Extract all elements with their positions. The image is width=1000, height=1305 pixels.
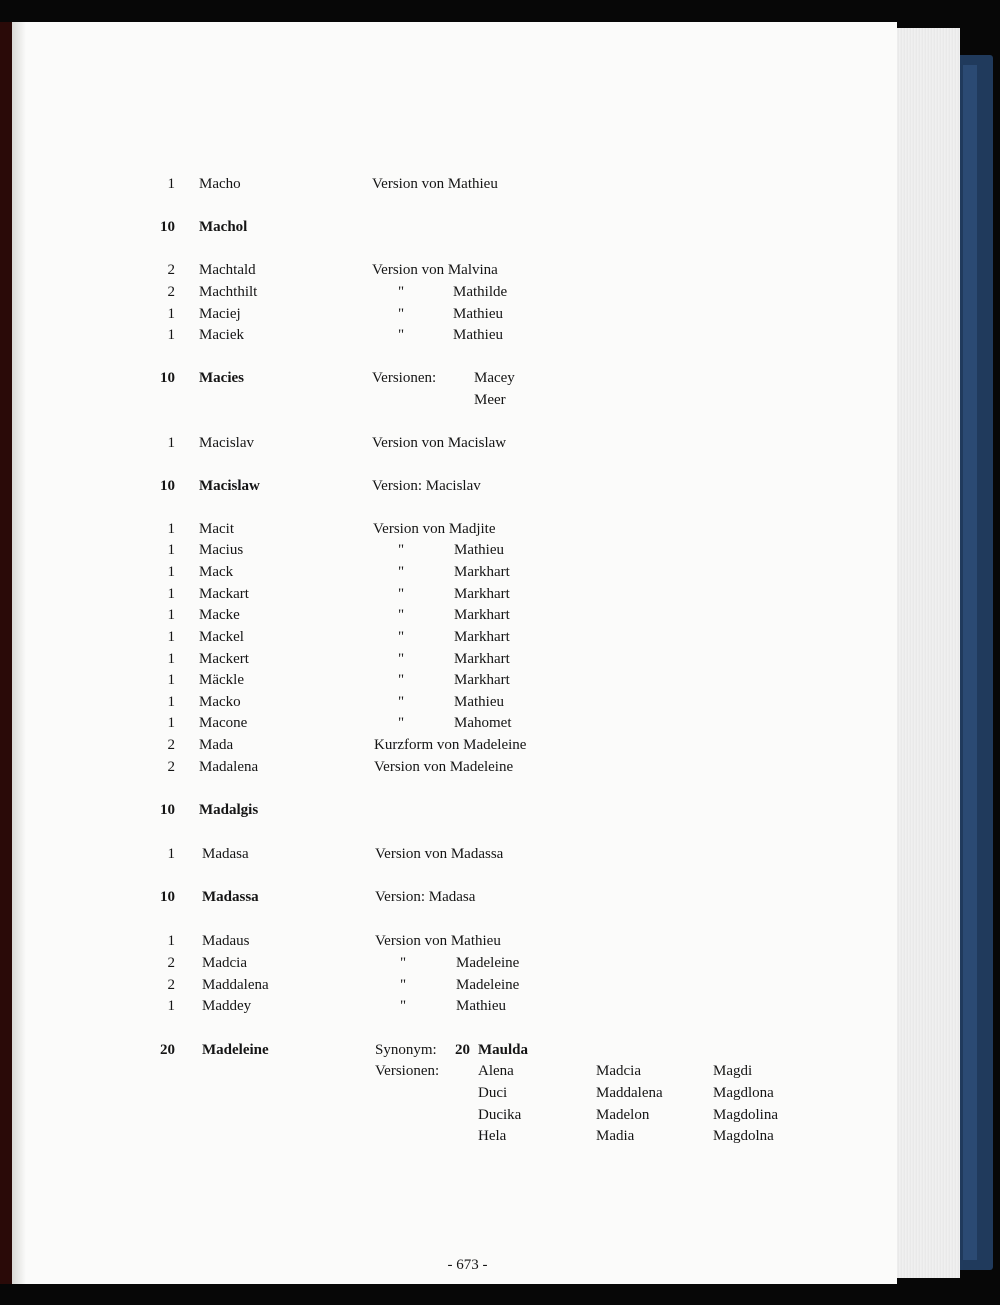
entry-description: " <box>398 607 405 623</box>
entry-count: 10 <box>160 802 175 818</box>
entry-name: Mackert <box>199 651 249 667</box>
entry-description: Version von Macislaw <box>372 435 507 451</box>
entry-name: Maciej <box>199 306 241 322</box>
entry-name: Madalena <box>199 759 259 775</box>
entry-description: Version: Madasa <box>375 889 476 905</box>
entry-count: 10 <box>160 889 175 905</box>
entry-description: Duci <box>478 1085 508 1101</box>
entry-count: 1 <box>167 542 175 558</box>
entry-name: Macke <box>199 607 240 623</box>
entry-name: Madcia <box>202 955 247 971</box>
entry-description: " <box>398 542 405 558</box>
entry-description: Meer <box>474 392 506 408</box>
entry-count: 20 <box>160 1042 175 1058</box>
entry-description: Madelon <box>596 1107 650 1123</box>
entry-description: Version von Madeleine <box>374 759 514 775</box>
entry-count: 1 <box>167 715 175 731</box>
entry-name: Madeleine <box>202 1042 269 1058</box>
entry-description: Magdlona <box>713 1085 774 1101</box>
entry-description: Versionen: <box>372 370 437 386</box>
entry-count: 2 <box>167 262 175 278</box>
entry-description: Mathieu <box>456 998 506 1014</box>
entry-name: Macone <box>199 715 248 731</box>
entry-description: " <box>400 977 407 993</box>
entry-name: Macislav <box>199 435 254 451</box>
entry-description: Hela <box>478 1128 507 1144</box>
entry-description: Markhart <box>454 586 510 602</box>
entry-count: 1 <box>167 629 175 645</box>
entry-description: Magdolna <box>713 1128 774 1144</box>
entry-description: " <box>398 715 405 731</box>
entry-description: Madia <box>596 1128 635 1144</box>
entry-name: Maddalena <box>202 977 269 993</box>
entry-count: 1 <box>167 176 175 192</box>
entry-count: 10 <box>160 219 175 235</box>
entry-count: 1 <box>167 306 175 322</box>
entry-description: Maulda <box>478 1042 529 1058</box>
entry-description: Kurzform von Madeleine <box>374 737 527 753</box>
entry-description: Mathieu <box>454 694 504 710</box>
entry-name: Machol <box>199 219 248 235</box>
entry-name: Madalgis <box>199 802 259 818</box>
entry-description: Markhart <box>454 672 510 688</box>
entry-name: Madasa <box>202 846 249 862</box>
page-gutter-shadow <box>12 22 26 1284</box>
entry-description: Version: Macislav <box>372 478 481 494</box>
entry-name: Mackel <box>199 629 244 645</box>
entry-count: 2 <box>167 955 175 971</box>
entry-name: Mack <box>199 564 234 580</box>
entry-name: Macho <box>199 176 241 192</box>
entry-count: 10 <box>160 370 175 386</box>
entry-count: 2 <box>167 759 175 775</box>
entry-name: Macius <box>199 542 244 558</box>
entry-description: Maddalena <box>596 1085 663 1101</box>
entry-count: 1 <box>167 521 175 537</box>
entry-name: Madaus <box>202 933 250 949</box>
entry-description: " <box>398 629 405 645</box>
entry-description: Macey <box>474 370 515 386</box>
entry-description: Madcia <box>596 1063 641 1079</box>
entry-name: Maddey <box>202 998 252 1014</box>
entry-description: Madeleine <box>456 955 520 971</box>
entry-count: 1 <box>167 933 175 949</box>
entry-count: 1 <box>167 694 175 710</box>
binding-edge <box>0 22 12 1284</box>
page-number: - 673 - <box>447 1257 488 1273</box>
entry-description: Markhart <box>454 629 510 645</box>
entry-description: Ducika <box>478 1107 522 1123</box>
entry-description: Version von Malvina <box>372 262 498 278</box>
entry-count: 1 <box>167 564 175 580</box>
entry-description: Mathieu <box>453 306 503 322</box>
entry-name: Macko <box>199 694 241 710</box>
entry-description: Mathilde <box>453 284 508 300</box>
entry-description: " <box>398 651 405 667</box>
entry-count: 1 <box>167 586 175 602</box>
entry-count: 2 <box>167 977 175 993</box>
entry-description: Version von Mathieu <box>372 176 498 192</box>
entry-description: " <box>398 327 405 343</box>
entry-description: " <box>398 284 405 300</box>
entry-description: " <box>398 694 405 710</box>
entry-description: Synonym: <box>375 1042 437 1058</box>
entry-count: 10 <box>160 478 175 494</box>
entry-name: Mäckle <box>199 672 244 688</box>
entry-description: Markhart <box>454 607 510 623</box>
entry-name: Maciek <box>199 327 244 343</box>
entry-name: Machthilt <box>199 284 258 300</box>
entry-name: Madassa <box>202 889 259 905</box>
entry-description: Magdolina <box>713 1107 778 1123</box>
entry-description: Version von Madassa <box>375 846 504 862</box>
entry-name: Macislaw <box>199 478 260 494</box>
book-cover-spine <box>963 65 977 1260</box>
entry-count: 1 <box>167 998 175 1014</box>
entry-description: Magdi <box>713 1063 753 1079</box>
entry-description: " <box>400 998 407 1014</box>
entry-description: Version von Mathieu <box>375 933 501 949</box>
entry-description: Markhart <box>454 651 510 667</box>
entry-name: Mackart <box>199 586 249 602</box>
entry-description: Version von Madjite <box>373 521 496 537</box>
entry-description: 20 <box>455 1042 470 1058</box>
entry-description: " <box>398 306 405 322</box>
entry-description: Markhart <box>454 564 510 580</box>
entry-count: 2 <box>167 737 175 753</box>
entry-description: Mahomet <box>454 715 512 731</box>
entry-name: Mada <box>199 737 234 753</box>
entry-count: 1 <box>167 846 175 862</box>
entry-description: Mathieu <box>453 327 503 343</box>
entry-count: 2 <box>167 284 175 300</box>
entry-description: " <box>400 955 407 971</box>
entry-count: 1 <box>167 651 175 667</box>
entry-description: " <box>398 564 405 580</box>
entry-description: Versionen: <box>375 1063 440 1079</box>
entry-count: 1 <box>167 672 175 688</box>
entry-count: 1 <box>167 435 175 451</box>
entry-name: Machtald <box>199 262 256 278</box>
entry-count: 1 <box>167 607 175 623</box>
page-edges <box>890 28 960 1278</box>
entry-description: Alena <box>478 1063 514 1079</box>
entry-description: " <box>398 586 405 602</box>
entry-description: Madeleine <box>456 977 520 993</box>
entry-count: 1 <box>167 327 175 343</box>
entry-name: Macit <box>199 521 234 537</box>
entry-name: Macies <box>199 370 244 386</box>
entry-description: " <box>398 672 405 688</box>
entry-description: Mathieu <box>454 542 504 558</box>
